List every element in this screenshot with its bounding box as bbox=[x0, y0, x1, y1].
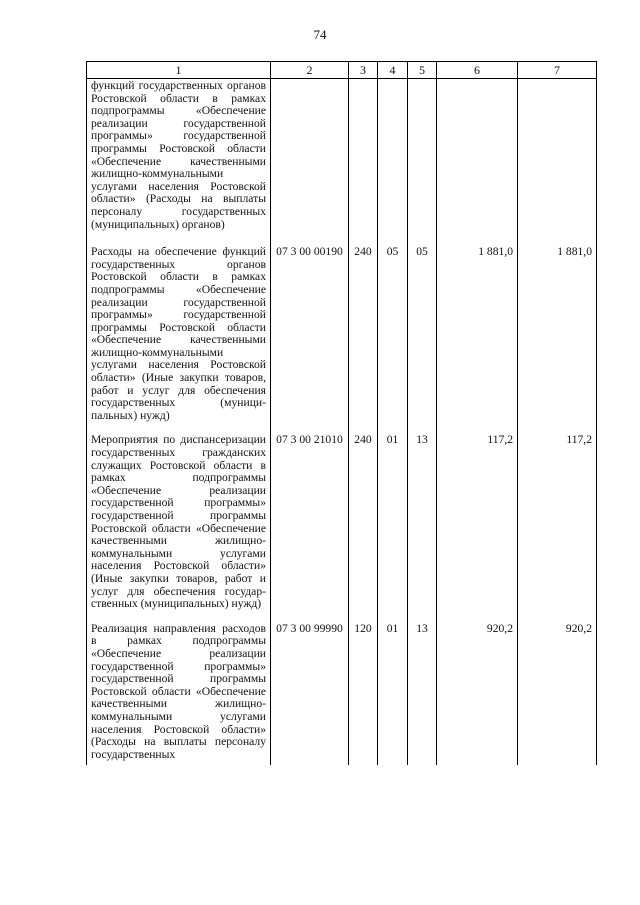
row-subsection bbox=[408, 79, 437, 245]
header-col-7: 7 bbox=[518, 62, 597, 79]
header-col-3: 3 bbox=[349, 62, 378, 79]
row-section: 01 bbox=[378, 432, 408, 620]
table-row bbox=[87, 79, 597, 245]
table-body bbox=[87, 79, 597, 766]
header-col-4: 4 bbox=[378, 62, 408, 79]
header-col-6: 6 bbox=[437, 62, 518, 79]
row-target-code: 07 3 00 21010 bbox=[271, 432, 349, 620]
row-target-code: 07 3 00 00190 bbox=[271, 244, 349, 432]
table-header bbox=[87, 62, 597, 79]
row-amount-2: 1 881,0 bbox=[518, 244, 597, 432]
table-row bbox=[87, 621, 597, 766]
row-description: Реализация направления расходов в рамках подпрограммы «Обеспечение реализации государственной программы» государственной программы Ростовской области «Обеспечение качественными жилищно-коммунальными услугами населения Ростовской области» (Расходы на выплаты персоналу государственных bbox=[87, 621, 271, 766]
row-description: Расходы на обеспечение функций государственных органов Ростовской области в рамках подпрограммы «Обеспечение реализации государственной программы» государственной программы Ростовской области «Обеспечение качественными жилищно-коммунальными услугами населения Ростовской области» (Иные закупки товаров, работ и услуг для обеспечения государственных (муниципальных) нужд) bbox=[87, 244, 271, 432]
row-amount-2: 117,2 bbox=[518, 432, 597, 620]
row-description: Мероприятия по диспансеризации государственных гражданских служащих Ростовской области в рамках подпрограммы «Обеспечение реализации государственной программы» государственной программы Ростовской области «Обеспечение качественными жилищно-коммунальными услугами населения Ростовской области» (Иные закупки товаров, работ и услуг для обеспечения государственных (муниципальных) нужд) bbox=[87, 432, 271, 620]
header-col-5: 5 bbox=[408, 62, 437, 79]
row-expense-type: 240 bbox=[349, 244, 378, 432]
row-target-code: 07 3 00 99990 bbox=[271, 621, 349, 766]
budget-table bbox=[86, 61, 597, 765]
header-row bbox=[87, 62, 597, 79]
row-amount-1: 1 881,0 bbox=[437, 244, 518, 432]
row-expense-type bbox=[349, 79, 378, 245]
row-amount-2: 920,2 bbox=[518, 621, 597, 766]
table-row bbox=[87, 432, 597, 620]
row-subsection: 13 bbox=[408, 621, 437, 766]
row-amount-1: 920,2 bbox=[437, 621, 518, 766]
row-description: функций государственных органов Ростовской области в рамках подпрограммы «Обеспечение реализации государственной программы» государственной программы Ростовской области «Обеспечение качественными жилищно-коммунальными услугами населения Ростовской области» (Расходы на выплаты персоналу государственных (муниципальных) органов) bbox=[87, 79, 271, 245]
header-col-2: 2 bbox=[271, 62, 349, 79]
row-subsection: 13 bbox=[408, 432, 437, 620]
row-section: 05 bbox=[378, 244, 408, 432]
row-amount-1 bbox=[437, 79, 518, 245]
row-expense-type: 120 bbox=[349, 621, 378, 766]
row-amount-1: 117,2 bbox=[437, 432, 518, 620]
row-section: 01 bbox=[378, 621, 408, 766]
page-number: 74 bbox=[313, 27, 327, 42]
row-amount-2 bbox=[518, 79, 597, 245]
table-row bbox=[87, 244, 597, 432]
row-expense-type: 240 bbox=[349, 432, 378, 620]
header-col-1: 1 bbox=[87, 62, 271, 79]
row-subsection: 05 bbox=[408, 244, 437, 432]
row-target-code bbox=[271, 79, 349, 245]
row-section bbox=[378, 79, 408, 245]
